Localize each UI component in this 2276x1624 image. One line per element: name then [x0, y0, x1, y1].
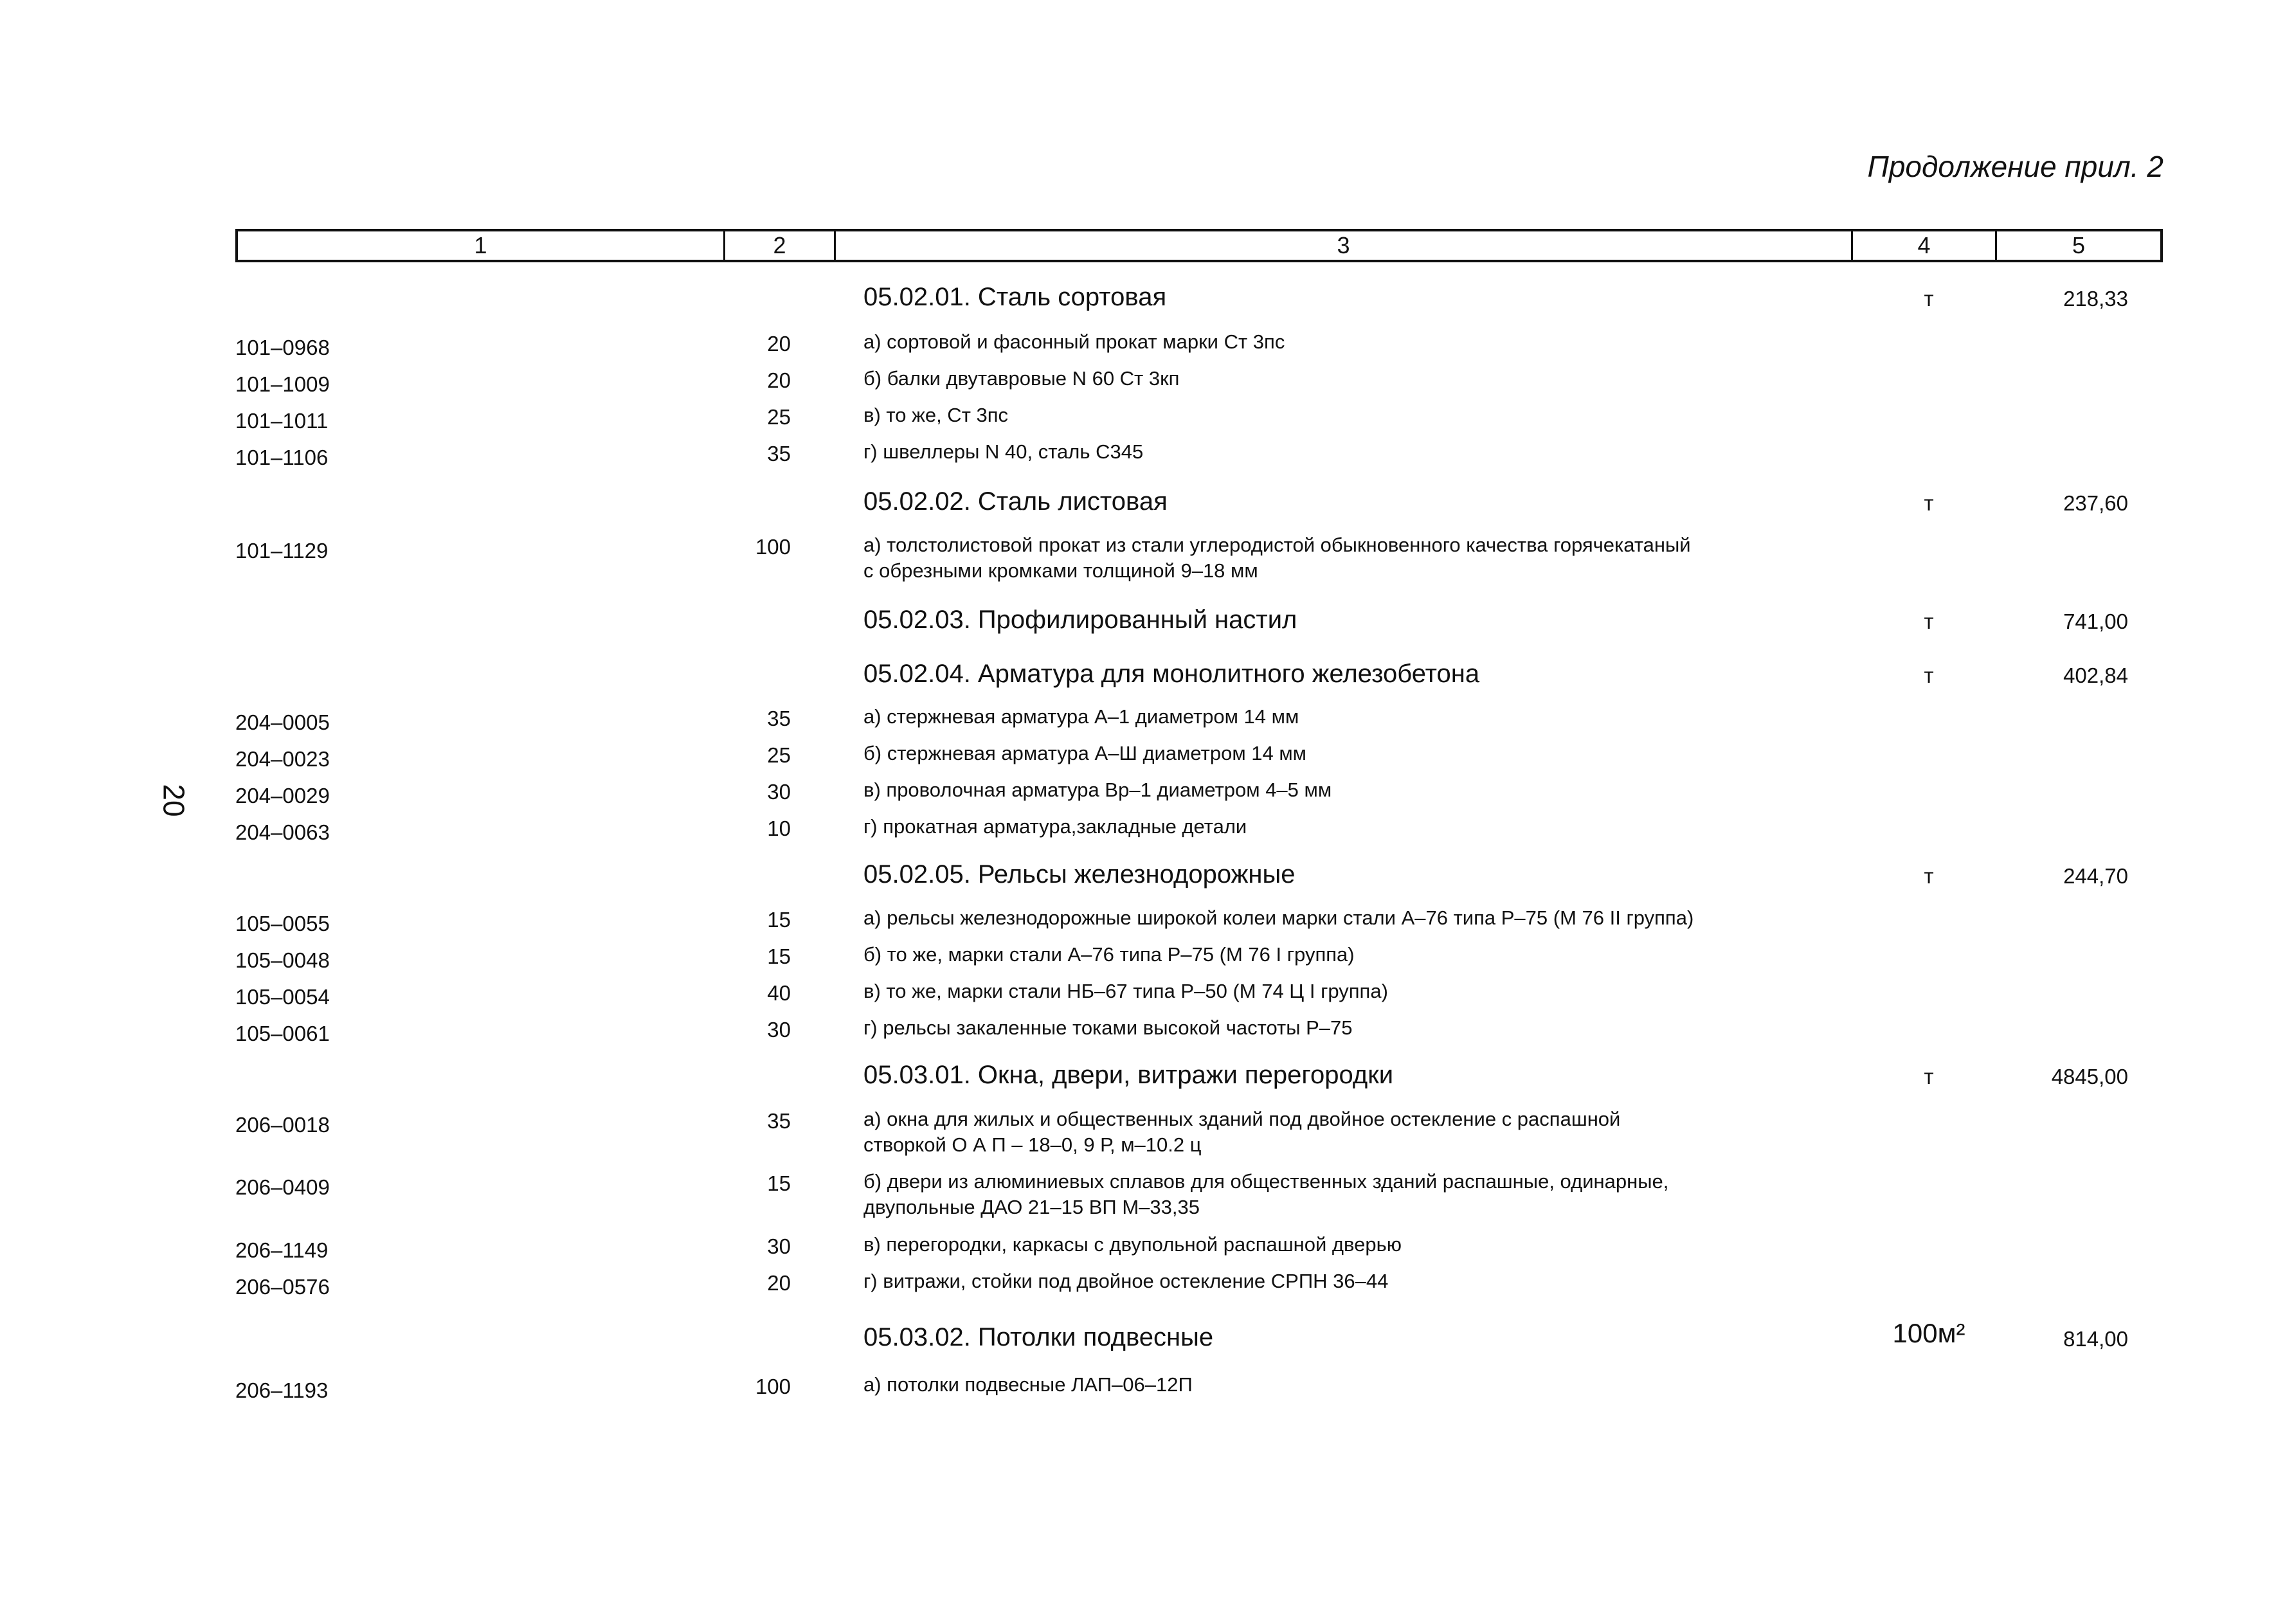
section-unit: 100м²	[1892, 1318, 1965, 1348]
item-code: 206–0018	[235, 1113, 330, 1137]
column-header-2: 2	[725, 231, 836, 260]
item-description: г) прокатная арматура,закладные детали	[863, 815, 1247, 838]
section-unit: т	[1924, 1065, 1934, 1088]
item-code: 101–1011	[235, 409, 329, 433]
column-header-1: 1	[238, 231, 725, 260]
section-title: 05.02.03. Профилированный настил	[863, 606, 1297, 634]
item-percent: 20	[767, 332, 791, 356]
item-percent: 35	[767, 707, 791, 730]
section-price: 237,60	[2063, 491, 2128, 515]
item-percent: 20	[767, 368, 791, 392]
item-percent: 25	[767, 405, 791, 429]
item-description: б) балки двутавровые N 60 Ст 3кп	[863, 367, 1180, 390]
item-description: в) то же, марки стали НБ–67 типа Р–50 (М 74 Ц I группа)	[863, 980, 1388, 1002]
item-code: 101–1106	[235, 446, 329, 469]
item-description: г) швеллеры N 40, сталь С345	[863, 440, 1144, 463]
section-unit: т	[1924, 287, 1934, 311]
item-description: а) рельсы железнодорожные широкой колеи марки стали А–76 типа Р–75 (М 76 II группа)	[863, 907, 1694, 929]
item-percent: 40	[767, 981, 791, 1005]
item-code: 105–0061	[235, 1022, 330, 1045]
item-percent: 30	[767, 1018, 791, 1042]
item-percent: 35	[767, 1109, 791, 1133]
section-price: 814,00	[2063, 1327, 2128, 1351]
item-description: а) толстолистовой прокат из стали углеродистой обыкновенного качества горячекатаный	[863, 534, 1691, 556]
item-percent: 10	[767, 817, 791, 840]
page-number: 20	[157, 784, 191, 817]
item-code: 204–0023	[235, 747, 330, 771]
item-description: а) стержневая арматура А–1 диаметром 14 мм	[863, 705, 1299, 728]
item-description: б) стержневая арматура А–Ш диаметром 14 мм	[863, 742, 1306, 764]
item-description: б) то же, марки стали А–76 типа Р–75 (М 76 I группа)	[863, 943, 1355, 966]
column-header-4: 4	[1853, 231, 1997, 260]
item-code: 105–0048	[235, 948, 330, 972]
section-unit: т	[1924, 491, 1934, 515]
item-description: а) потолки подвесные ЛАП–06–12П	[863, 1373, 1193, 1396]
column-header-3: 3	[836, 231, 1853, 260]
item-code: 101–1009	[235, 372, 330, 396]
item-code: 206–1149	[235, 1238, 329, 1262]
section-title: 05.03.02. Потолки подвесные	[863, 1323, 1214, 1351]
section-unit: т	[1924, 663, 1934, 687]
item-description-continued: с обрезными кромками толщиной 9–18 мм	[863, 559, 1258, 582]
section-title: 05.03.01. Окна, двери, витражи перегородки	[863, 1061, 1394, 1089]
item-description: в) перегородки, каркасы с двупольной распашной дверью	[863, 1233, 1402, 1256]
item-percent: 15	[767, 908, 791, 932]
item-percent: 35	[767, 442, 791, 465]
item-percent: 100	[755, 1375, 791, 1398]
item-code: 206–0576	[235, 1275, 330, 1299]
item-description: а) сортовой и фасонный прокат марки Ст 3пс	[863, 330, 1285, 353]
item-percent: 30	[767, 1234, 791, 1258]
section-price: 741,00	[2063, 609, 2128, 633]
item-description: в) проволочная арматура Вр–1 диаметром 4–5 мм	[863, 779, 1332, 801]
item-code: 206–0409	[235, 1175, 330, 1199]
item-percent: 25	[767, 743, 791, 767]
item-percent: 30	[767, 780, 791, 804]
section-title: 05.02.01. Сталь сортовая	[863, 283, 1167, 311]
item-description: б) двери из алюминиевых сплавов для общественных зданий распашные, одинарные,	[863, 1170, 1669, 1193]
item-code: 206–1193	[235, 1378, 329, 1402]
section-unit: т	[1924, 609, 1934, 633]
item-description: а) окна для жилых и общественных зданий под двойное остекление с распашной	[863, 1108, 1621, 1130]
item-code: 105–0054	[235, 985, 330, 1009]
item-code: 204–0029	[235, 784, 330, 807]
section-price: 244,70	[2063, 864, 2128, 888]
item-code: 204–0063	[235, 820, 330, 844]
item-percent: 15	[767, 1171, 791, 1195]
column-header-table	[235, 229, 2163, 262]
item-code: 101–1129	[235, 539, 329, 563]
section-price: 4845,00	[2051, 1065, 2128, 1088]
item-percent: 15	[767, 944, 791, 968]
item-code: 105–0055	[235, 912, 330, 935]
item-percent: 100	[755, 535, 791, 559]
section-title: 05.02.04. Арматура для монолитного железобетона	[863, 660, 1480, 688]
item-code: 101–0968	[235, 336, 330, 359]
item-description: г) витражи, стойки под двойное остекление СРПН 36–44	[863, 1270, 1389, 1292]
section-title: 05.02.02. Сталь листовая	[863, 487, 1168, 516]
item-percent: 20	[767, 1271, 791, 1295]
continuation-note: Продолжение прил. 2	[1867, 150, 2163, 183]
item-code: 204–0005	[235, 710, 330, 734]
item-description: г) рельсы закаленные токами высокой частоты Р–75	[863, 1016, 1353, 1039]
section-price: 402,84	[2063, 663, 2128, 687]
section-title: 05.02.05. Рельсы железнодорожные	[863, 860, 1296, 889]
column-header-5: 5	[2072, 232, 2086, 258]
item-description-continued: двупольные ДАО 21–15 ВП М–33,35	[863, 1196, 1200, 1218]
item-description: в) то же, Ст 3пс	[863, 404, 1009, 426]
section-price: 218,33	[2063, 287, 2128, 311]
item-description-continued: створкой О А П – 18–0, 9 Р, м–10.2 ц	[863, 1133, 1202, 1156]
section-unit: т	[1924, 864, 1934, 888]
